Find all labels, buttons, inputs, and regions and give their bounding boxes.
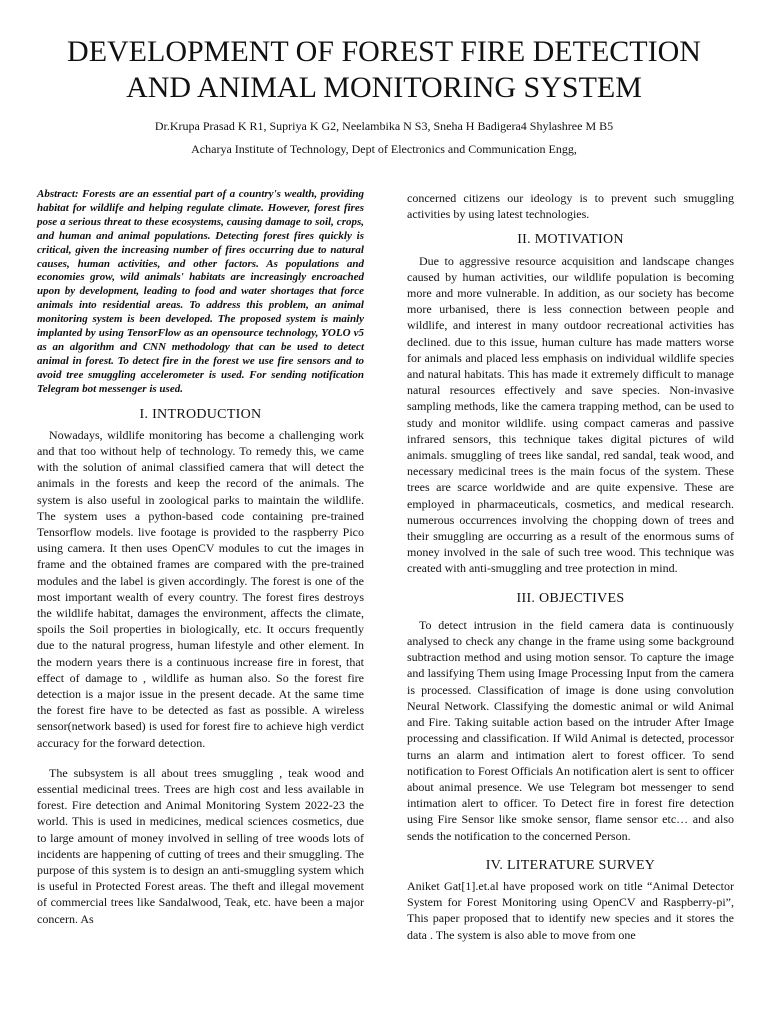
- affiliation: Acharya Institute of Technology, Dept of Electronics and Communication Engg,: [191, 142, 577, 156]
- introduction-paragraph-1: Nowadays, wildlife monitoring has become a challenging work and that too without help of technology. To remedy this, we came with the solution of animal classified camera that will detect the animals in the forests and keep the record of the animals. The system is also useful in zoological parks to maintain the wildlife. The system uses a python-based code containing pre-trained Tensorflow models. live footage is provided to the raspberry Pico using camera. It then uses OpenCV modules to cut the images in frame and the obtained frames are compared with the pre-trained modules and the label is given accordingly. The forest is one of the most important wealth of every country. The forest fires destroys the wildlife habitat, damages the environment, affects the climate, spoils the Soil properties in biologically, etc. It occurs frequently due to the natural progress, human lifestyle and other element. In the modern years there is a continuous increase fire in forest, that effect of damage to , wildlife as human also. So the forest fire detection is a major issue in the present decade. At the same time the forest fire have to be detected as fast as possible. A wireless sensor(network based) is used for forest fire to achieve high verdict accuracy for the forward detection.: [37, 427, 364, 750]
- title-line-1: DEVELOPMENT OF FOREST FIRE DETECTION: [67, 35, 701, 68]
- paper-title: [20, 34, 748, 106]
- motivation-paragraph: Due to aggressive resource acquisition and landscape changes caused by human activities, our wildlife population is becoming more and more vulnerable. In addition, as our society has become more urbanised, there is less connection between people and wildlife, and interest in many outdoor recreational activities has declined. due to this issue, human culture has made matters worse for animals and placed less emphasis on individual wildlife species and natural habitats. This has made it extremely difficult to manage natural resources effectively and save species. Non-invasive sampling methods, like the camera trapping method, can be used to study and monitor wildlife. using compact cameras and passive infrared sensors, this technique takes digital pictures of wild animals. smuggling of trees like sandal, red sandal, teak wood, and necessary medicinal trees is the main focus of the system. These trees are scarce worldwide and are quite expensive. These are employed in pharmaceuticals, cosmetics, and medical research. numerous occurrences involving the chopping down of trees and their smuggling are occurring as a result of the enormous sums of money involved in the sale of such tree wood. This technique was created with anti-smuggling and tree protection in mind.: [407, 253, 734, 576]
- introduction-continuation: concerned citizens our ideology is to prevent such smuggling activities by using latest technologies.: [407, 191, 734, 222]
- objectives-paragraph: To detect intrusion in the field camera data is continuously analysed to check any change in the frame using some background subtraction method and using motion sensor. To capture the image and lassifying Them using Image Processing Input from the camera is processed. Classification of image is done using convolution Neural Network. Classifying the domestic animal or wild Animal and Fire. Taking suitable action based on the intruder After Image processing and classification. If Wild Animal is detected, processor turns an alarm and intimation alert to forest officer. To send notification to Forest Officials An notification alert is sent to officer about animal presence. We use Telegram bot messenger to send intimation alert to officer. To Detect fire in forest fire detection using Fire Sensor like smoke sensor, flame sensor etc… and also sends the notification to the concerned Person.: [407, 617, 734, 843]
- literature-survey-heading: IV. LITERATURE SURVEY: [485, 857, 656, 873]
- objectives-heading: III. OBJECTIVES: [516, 590, 625, 606]
- left-column: [37, 188, 364, 927]
- literature-survey-paragraph: Aniket Gat[1].et.al have proposed work on title “Animal Detector System for Forest Monitoring using OpenCV and Raspberry-pi”, This paper proposed that to identify new species and it stores the data . The system is also able to move from one: [407, 878, 734, 942]
- title-line-2: AND ANIMAL MONITORING SYSTEM: [126, 71, 642, 104]
- right-column: [407, 190, 734, 943]
- abstract-text: Forests are an essential part of a country's wealth, providing habitat for wildlife and helping regulate climate. However, forest fires pose a serious threat to these ecosystems, causing damage to soil, crops, and human and animal populations. Detecting forest fires quickly is critical, given the increasing number of fires occurring due to natural causes, human activities, and other factors. As populations and economies grow, wild animals' habitats are increasingly encroached upon by development, leading to food and water shortages that force animals into residential areas. To address this problem, an animal monitoring system is been developed. The proposed system is mainly implanted by using TensorFlow as an opensource technology, YOLO v5 as an algorithm and CNN methodology that can be used to detect animal in forest. To detect fire in the forest we use fire sensors and to avoid tree smuggling accelerometer is used. For sending notification Telegram bot messenger is used.: [37, 188, 364, 395]
- introduction-paragraph-2: The subsystem is all about trees smuggling , teak wood and essential medicinal trees. Trees are high cost and less available in forest. Fire detection and Animal Monitoring System 2022-23 the world. This is used in medicines, medical sciences cosmetics, due to large amount of money involved in selling of tree woods lots of incidents are happening of cutting of trees and their smuggling. The purpose of this system is to design an anti-smuggling system which is useful in Protected Forest areas. The theft and illegal movement of commercial trees like Sandalwood, Teak, etc. have been a major concern. As: [37, 765, 364, 926]
- motivation-heading: II. MOTIVATION: [517, 232, 624, 248]
- abstract: [37, 188, 364, 397]
- abstract-label: Abstract:: [37, 188, 79, 200]
- author-list: Dr.Krupa Prasad K R1, Supriya K G2, Neelambika N S3, Sneha H Badigera4 Shylashree M B5: [154, 119, 614, 133]
- introduction-heading: I. INTRODUCTION: [139, 406, 262, 422]
